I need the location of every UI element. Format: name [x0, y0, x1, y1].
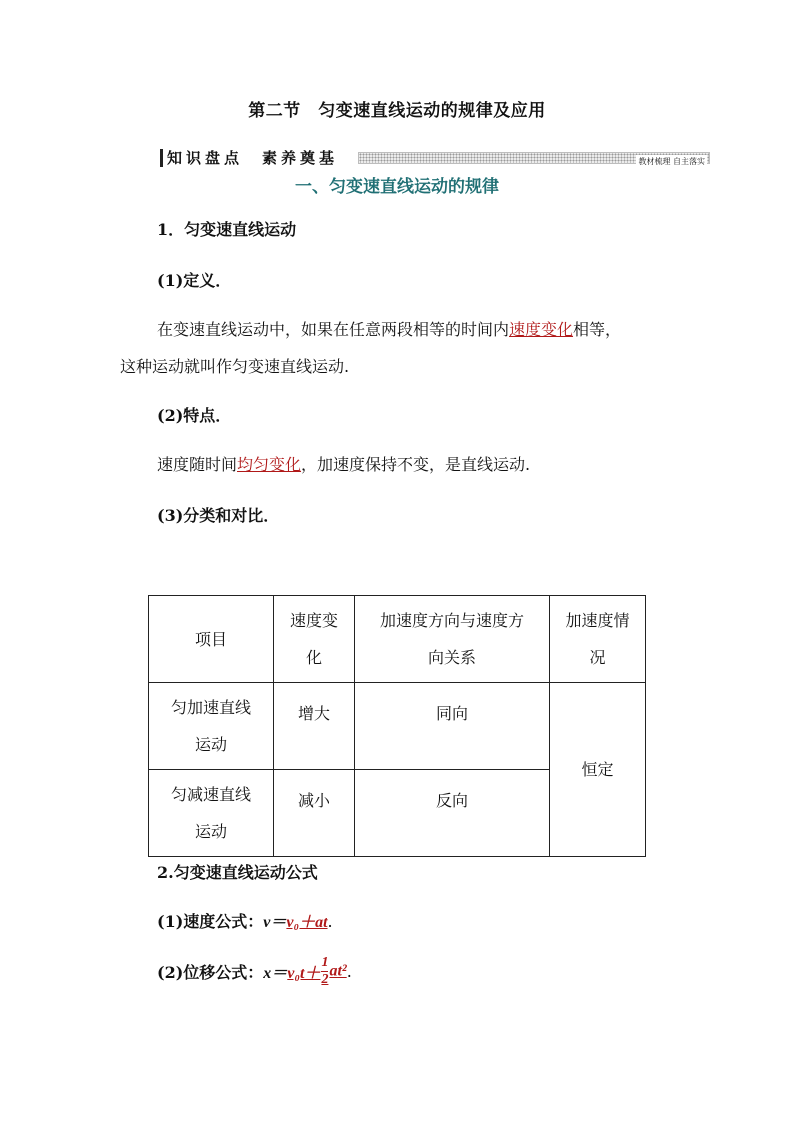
header-speed-change: 速度变 化	[274, 596, 355, 683]
feature-label: (2)特点．	[157, 406, 232, 425]
header-item: 项目	[149, 596, 274, 683]
definition-paragraph	[157, 317, 621, 340]
displacement-answer-a: v₀t＋	[287, 965, 321, 982]
displacement-lhs: x＝	[263, 965, 288, 982]
displacement-answer-b: at²	[329, 962, 347, 980]
heading-formulas: 2.匀变速直线运动公式	[157, 863, 318, 882]
header-direction-relation: 加速度方向与速度方 向关系	[355, 596, 550, 683]
feature-paragraph	[157, 452, 530, 475]
velocity-lhs: v＝	[263, 914, 287, 931]
section-title: 一、匀变速直线运动的规律	[295, 177, 499, 197]
definition-answer: 速度变化	[509, 320, 574, 339]
displacement-label: (2)位移公式：	[157, 963, 264, 982]
page-title: 第二节 匀变速直线运动的规律及应用	[248, 101, 546, 121]
classification-label: (3)分类和对比．	[157, 506, 280, 525]
row-relation: 同向	[355, 683, 550, 770]
definition-label: (1)定义．	[157, 271, 232, 290]
velocity-period: .	[327, 912, 333, 931]
banner-label: 知识盘点 素养奠基	[160, 149, 338, 167]
definition-text-end: 相等，	[573, 320, 622, 339]
table-header-row	[149, 596, 646, 683]
table-row	[149, 683, 646, 770]
feature-answer: 均匀变化	[237, 455, 302, 474]
row-speed: 减小	[274, 770, 355, 857]
comparison-table	[148, 595, 646, 857]
velocity-formula	[157, 909, 333, 932]
row-item: 匀减速直线 运动	[149, 770, 274, 857]
banner-right-label: 教材梳理 自主落实	[638, 157, 705, 166]
row-item: 匀加速直线 运动	[149, 683, 274, 770]
row-speed: 增大	[274, 683, 355, 770]
row-relation: 反向	[355, 770, 550, 857]
velocity-answer: v₀＋at	[286, 914, 328, 931]
definition-paragraph-cont: 这种运动就叫作匀变速直线运动.	[120, 357, 350, 376]
velocity-label: (1)速度公式：	[157, 912, 264, 931]
header-acceleration: 加速度情 况	[550, 596, 646, 683]
displacement-formula	[157, 955, 352, 988]
definition-text: 在变速直线运动中，如果在任意两段相等的时间内	[157, 320, 510, 339]
feature-text: 速度随时间	[157, 455, 238, 474]
displacement-period: .	[346, 962, 352, 981]
banner-dotted-bar	[358, 152, 710, 164]
half-fraction: $\frac{1}{2}$	[321, 955, 329, 987]
acceleration-cell: 恒定	[550, 683, 646, 857]
feature-text-end: ，加速度保持不变，是直线运动.	[301, 455, 531, 474]
heading-uniform-motion: 1．匀变速直线运动	[157, 220, 297, 239]
section-banner	[160, 149, 710, 167]
